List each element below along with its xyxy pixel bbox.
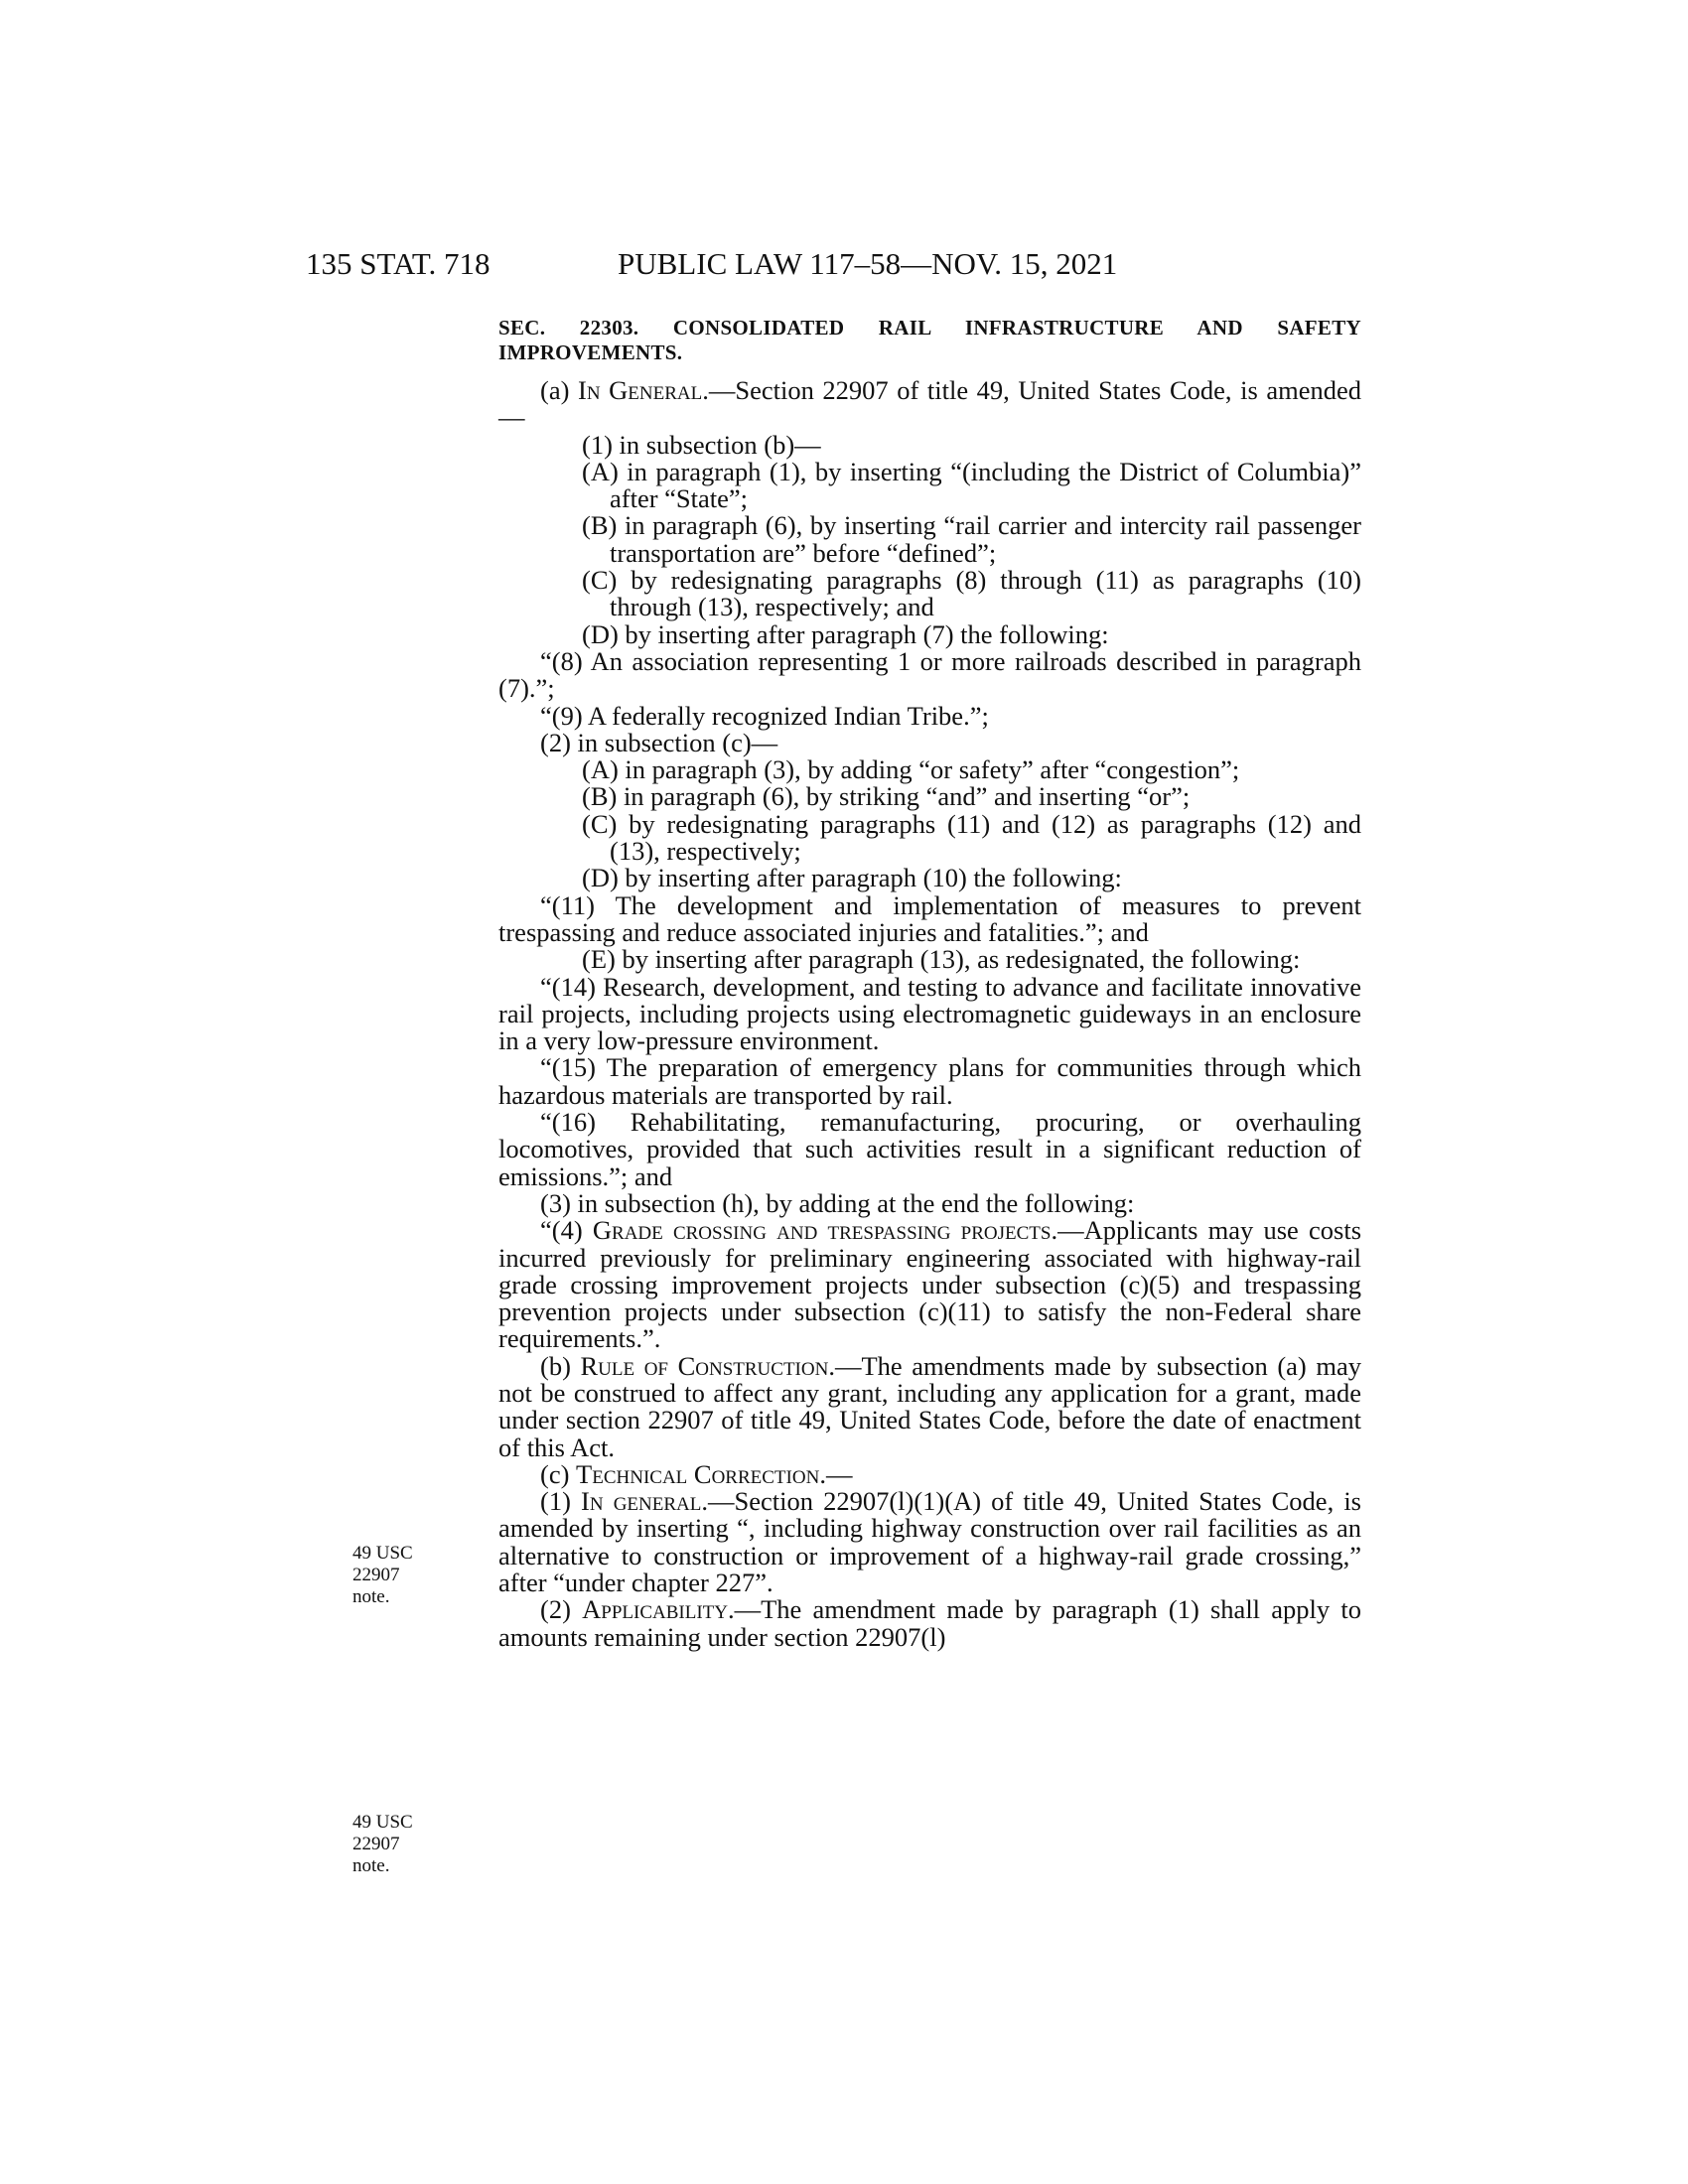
paragraph-c2: (2) Applicability.—The amendment made by paragraph (1) shall apply to amounts remaining under section 22907(l) <box>498 1594 1361 1652</box>
subsection-b: (b) Rule of Construction.—The amendments made by subsection (a) may not be construed to affect any grant, including any application for a grant, made under section 22907 of title 49, United States Code, before the date of enactment of this Act. <box>498 1350 1361 1462</box>
margin-note-line: 49 USC 22907 <box>352 1543 413 1585</box>
quoted-paragraph-16: “(16) Rehabilitating, remanufacturing, procuring, or overhauling locomotives, provided that such activities result in a significant reduction of emissions.”; and <box>498 1107 1361 1191</box>
quoted-paragraph-15: “(15) The preparation of emergency plans for communities through which hazardous materials are transported by rail. <box>498 1052 1361 1110</box>
paragraph-a3: (3) in subsection (h), by adding at the end the following: <box>540 1187 1135 1218</box>
caption-in-general-c1: In general <box>581 1486 702 1517</box>
quoted-paragraph-14: “(14) Research, development, and testing to advance and facilitate innovative rail projects, including projects using electromagnetic guideways in an enclosure in a very low-pressure environment. <box>498 971 1361 1056</box>
caption-in-general: In General <box>578 375 703 405</box>
quoted-paragraph-4: “(4) Grade crossing and trespassing projects.—Applicants may use costs incurred previously for preliminary engineering associated with highway-rail grade crossing improvement projects under subsection (c)(5) and trespassing prevention projects under subsection (c)(11) to satisfy the non-Federal share requirements.”. <box>498 1215 1362 1354</box>
paragraph-a2: (2) in subsection (c)— <box>540 727 778 757</box>
subparagraph-a2B: (B) in paragraph (6), by striking “and” and inserting “or”; <box>582 781 1191 812</box>
section-heading <box>498 316 1361 365</box>
subparagraph-a1C: (C) by redesignating paragraphs (8) through (11) as paragraphs (10) through (13), respectively; and <box>582 565 1361 622</box>
subparagraph-a2E: (E) by inserting after paragraph (13), as redesignated, the following: <box>582 944 1301 975</box>
subparagraph-a1B: (B) in paragraph (6), by inserting “rail carrier and intercity rail passenger transportation are” before “defined”; <box>582 510 1361 568</box>
margin-note-c2 <box>352 1812 462 1877</box>
subparagraph-a1A: (A) in paragraph (1), by inserting “(including the District of Columbia)” after “State”; <box>582 456 1361 514</box>
subsection-c: (c) Technical Correction.— <box>540 1458 853 1489</box>
section-heading-line1: SEC. 22303. CONSOLIDATED RAIL INFRASTRUCTURE AND SAFETY <box>498 316 1361 340</box>
section-body <box>498 316 1361 1651</box>
section-heading-line2: IMPROVEMENTS. <box>498 341 683 364</box>
quoted-paragraph-11: “(11) The development and implementation of measures to prevent trespassing and reduce associated injuries and fatalities.”; and <box>498 889 1361 947</box>
caption-technical-correction: Technical Correction <box>576 1458 820 1489</box>
margin-note-line: note. <box>352 1586 390 1607</box>
margin-note-line: note. <box>352 1855 390 1876</box>
subsection-a: (a) In General.—Section 22907 of title 49, United States Code, is amended— <box>498 375 1361 433</box>
paragraph-a1: (1) in subsection (b)— <box>582 429 821 460</box>
quoted-paragraph-8: “(8) An association representing 1 or more railroads described in paragraph (7).”; <box>498 645 1361 704</box>
quoted-paragraph-9: “(9) A federally recognized Indian Tribe.”; <box>540 700 989 731</box>
running-header: PUBLIC LAW 117–58—NOV. 15, 2021 <box>618 246 1118 281</box>
caption-rule-of-construction: Rule of Construction <box>580 1350 829 1381</box>
subparagraph-a2A: (A) in paragraph (3), by adding “or safety” after “congestion”; <box>582 754 1240 785</box>
subparagraph-a1D: (D) by inserting after paragraph (7) the following: <box>582 618 1109 649</box>
paragraph-c1: (1) In general.—Section 22907(l)(1)(A) of title 49, United States Code, is amended by inserting “, including highway construction over rail facilities as an alternative to construction or improvement of a highway-rail grade crossing,” after “under chapter 227”. <box>498 1486 1361 1598</box>
stat-page-number: 135 STAT. 718 <box>306 246 491 281</box>
caption-applicability: Applicability <box>582 1594 728 1625</box>
margin-note-b <box>352 1543 462 1608</box>
caption-grade-crossing: Grade crossing and trespassing projects <box>592 1215 1052 1246</box>
subparagraph-a2D: (D) by inserting after paragraph (10) the following: <box>582 863 1122 893</box>
margin-note-line: 49 USC 22907 <box>352 1812 413 1854</box>
subparagraph-a2C: (C) by redesignating paragraphs (11) and (12) as paragraphs (12) and (13), respectively; <box>582 808 1361 867</box>
